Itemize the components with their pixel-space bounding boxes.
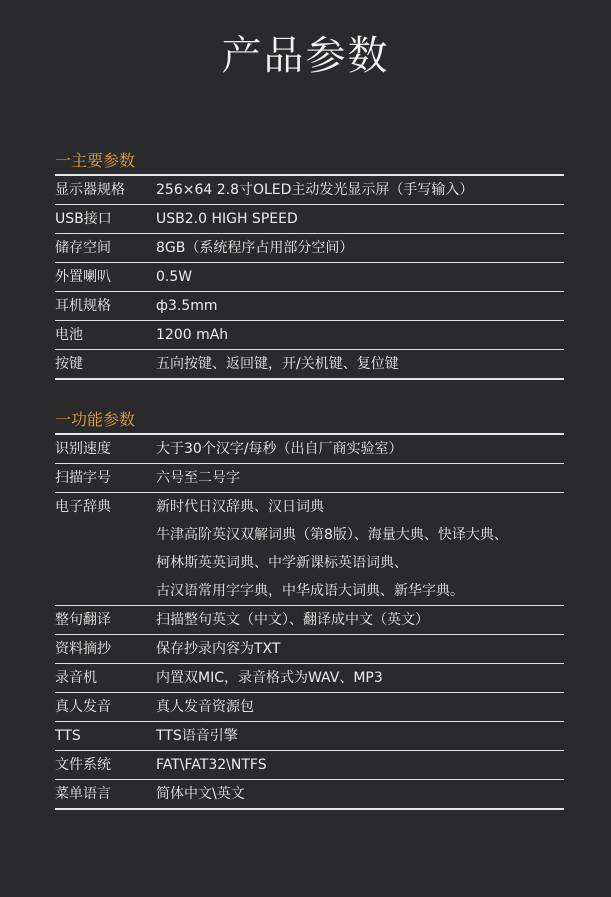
param-label: 菜单语言 [55, 786, 111, 802]
param-value-line: 1200 mAh [156, 327, 229, 343]
param-value [156, 205, 564, 233]
param-value-line: TTS语音引擎 [156, 728, 238, 744]
params-table [55, 176, 564, 380]
param-value [156, 350, 564, 378]
param-label: 储存空间 [55, 240, 111, 256]
param-value-line: 8GB（系统程序占用部分空间） [156, 240, 354, 256]
param-value [156, 693, 564, 721]
table-row [55, 176, 564, 205]
param-label: USB接口 [55, 211, 112, 227]
param-value [156, 722, 564, 750]
table-row [55, 751, 564, 780]
param-value-line: 内置双MIC，录音格式为WAV、MP3 [156, 670, 383, 686]
param-value-line: 简体中文\英文 [156, 786, 245, 802]
param-value-line: 五向按键、返回键，开/关机键、复位键 [156, 356, 399, 372]
table-row [55, 321, 564, 350]
param-value [156, 493, 564, 605]
param-value [156, 780, 564, 808]
table-row [55, 722, 564, 751]
table-row [55, 780, 564, 810]
param-label: 电池 [55, 327, 83, 343]
table-row [55, 664, 564, 693]
table-row [55, 234, 564, 263]
param-value [156, 263, 564, 291]
param-value-line: 牛津高阶英汉双解词典（第8版）、海量大典、快译大典、 [156, 527, 508, 543]
param-value-line: 0.5W [156, 269, 193, 285]
param-value-line: 256×64 2.8寸OLED主动发光显示屏（手写输入） [156, 182, 474, 198]
table-row [55, 292, 564, 321]
table-row [55, 493, 564, 606]
param-value-line: FAT\FAT32\NTFS [156, 757, 267, 773]
param-label: TTS [55, 728, 81, 744]
param-value-line: USB2.0 HIGH SPEED [156, 211, 298, 227]
param-label: 电子辞典 [55, 499, 111, 515]
param-value [156, 751, 564, 779]
section-heading: 一功能参数 [55, 407, 564, 435]
param-value-line: 六号至二号字 [156, 470, 240, 486]
param-value [156, 176, 564, 204]
param-label: 识别速度 [55, 441, 111, 457]
param-label: 真人发音 [55, 699, 111, 715]
param-value [156, 635, 564, 663]
param-value-line: ф3.5mm [156, 298, 218, 314]
param-value-line: 扫描整句英文（中文）、翻译成中文（英文） [156, 612, 429, 628]
param-value [156, 435, 564, 463]
function-params-section [55, 407, 564, 810]
param-value [156, 464, 564, 492]
param-value-line: 新时代日汉辞典、汉日词典 [156, 499, 324, 515]
param-value-line: 真人发音资源包 [156, 699, 254, 715]
table-row [55, 606, 564, 635]
param-value-line: 柯林斯英英词典、中学新课标英语词典、 [156, 555, 408, 571]
param-label: 外置喇叭 [55, 269, 111, 285]
param-value [156, 664, 564, 692]
param-label: 耳机规格 [55, 298, 111, 314]
param-label: 显示器规格 [55, 182, 125, 198]
table-row [55, 464, 564, 493]
params-table [55, 435, 564, 810]
param-label: 资料摘抄 [55, 641, 111, 657]
table-row [55, 435, 564, 464]
param-label: 文件系统 [55, 757, 111, 773]
table-row [55, 205, 564, 234]
param-label: 按键 [55, 356, 83, 372]
table-row [55, 693, 564, 722]
param-value [156, 321, 564, 349]
page-title: 产品参数 [221, 33, 390, 79]
param-label: 录音机 [55, 670, 97, 686]
param-value-line: 大于30个汉字/每秒（出自厂商实验室） [156, 441, 403, 457]
table-row [55, 350, 564, 380]
table-row [55, 263, 564, 292]
main-params-section [55, 148, 564, 380]
param-label: 整句翻译 [55, 612, 111, 628]
param-value [156, 606, 564, 634]
param-value [156, 234, 564, 262]
param-value [156, 292, 564, 320]
param-value-line: 古汉语常用字字典，中华成语大词典、新华字典。 [156, 583, 464, 599]
section-heading: 一主要参数 [55, 148, 564, 176]
table-row [55, 635, 564, 664]
param-value-line: 保存抄录内容为TXT [156, 641, 281, 657]
param-label: 扫描字号 [55, 470, 111, 486]
